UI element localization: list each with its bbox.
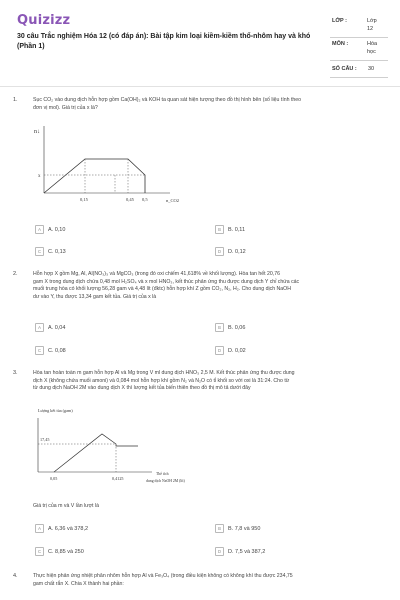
question-3-text <box>33 370 393 393</box>
option-text: A. 0,04 <box>48 324 66 331</box>
question-3-graph <box>32 404 222 496</box>
socau-value: 30 <box>368 66 375 72</box>
question-3-prompt: Giá trị của m và V lần lượt là <box>33 503 99 509</box>
option-letter: A <box>35 323 44 332</box>
option-letter: C <box>35 247 44 256</box>
x-tick-label: 0,4125 <box>112 476 124 481</box>
lop-value-line2: 12 <box>367 26 374 32</box>
x-tick-label: 0,5 <box>142 197 148 202</box>
option-letter: B <box>215 323 224 332</box>
header-separator <box>0 86 400 87</box>
option-text: C. 0,13 <box>48 248 66 255</box>
y-tick-label: x <box>38 174 41 179</box>
worksheet-header <box>0 0 400 84</box>
option-letter: B <box>215 225 224 234</box>
question-text-line: đơn vị mol). Giá trị của x là? <box>33 104 98 111</box>
x-tick-label: 0,15 <box>80 197 88 202</box>
option-text: A. 6,36 và 378,2 <box>48 525 89 532</box>
x-tick-label: 0,45 <box>126 197 134 202</box>
option-text: B. 0,06 <box>228 324 246 331</box>
option-a[interactable] <box>35 323 65 332</box>
question-text-line: gam X trong dung dịch chứa 0,48 mol H₂SO₄ và x mol HNO₃, kết thúc phản ứng thu được dung dịch Y chỉ chứa các <box>33 278 300 285</box>
question-text-line: Hỗn hợp X gồm Mg, Al, Al(NO₃)₃ và MgCO₃ (trong đó oxi chiếm 41,618% về khối lượng). Hòa tan hết 20,76 <box>33 271 280 277</box>
question-number: 4. <box>13 573 18 579</box>
option-letter: D <box>215 247 224 256</box>
question-number: 1. <box>13 97 18 103</box>
option-text: B. 0,11 <box>228 226 246 233</box>
option-letter: B <box>215 524 224 533</box>
option-a[interactable] <box>35 225 65 234</box>
option-c[interactable] <box>35 346 66 355</box>
y-axis-label: Lượng kết tủa (gam) <box>38 408 73 413</box>
worksheet-title: 30 câu Trắc nghiệm Hóa 12 (có đáp án): Bài tập kim loại kiềm-kiềm thổ-nhôm hay và khó (Phần 1) <box>17 33 311 50</box>
option-b[interactable] <box>215 323 245 332</box>
quizizz-logo: Quizizz <box>17 13 71 28</box>
option-letter: A <box>35 225 44 234</box>
option-letter: D <box>215 547 224 556</box>
question-1-text <box>33 97 393 112</box>
option-b[interactable] <box>215 225 245 234</box>
option-letter: D <box>215 346 224 355</box>
question-text-line: dư vào Y, thu được 13,34 gam kết tủa. Giá trị của x là <box>33 293 157 300</box>
option-c[interactable] <box>35 547 84 556</box>
option-text: A. 0,10 <box>48 226 66 233</box>
question-text-line: gam chất rắn X. Chia X thành hai phần: <box>33 580 124 587</box>
question-4-text <box>33 573 393 588</box>
option-text: D. 0,12 <box>228 248 246 255</box>
y-axis-label: n↓ <box>34 129 40 135</box>
question-text-line: muối trung hòa có khối lượng 56,28 gam và 4,48 lít (đktc) hỗn hợp khí Z gồm CO₂, N₂, H₂. Cho dung dịch NaOH <box>33 286 291 293</box>
graph-line <box>44 159 145 193</box>
question-text-line: dịch X (không chứa muối amoni) và 0,084 mol hỗn hợp khí gồm N₂ và N₂O có tỉ khối so với oxi là 31:24. Cho từ <box>33 377 290 384</box>
option-text: C. 0,08 <box>48 347 66 354</box>
question-text-line: Sục CO₂ vào dung dịch hỗn hợp gồm Ca(OH)₂ và KOH ta quan sát hiện tượng theo đồ thị hình bên (số liệu tính theo <box>33 97 302 103</box>
mon-value-line2: học <box>367 49 376 55</box>
x-axis-label: dung dịch NaOH 2M (lít) <box>146 479 185 483</box>
option-d[interactable] <box>215 247 246 256</box>
x-axis-label: n_CO2 <box>166 198 180 203</box>
option-d[interactable] <box>215 547 265 556</box>
option-letter: A <box>35 524 44 533</box>
option-d[interactable] <box>215 346 246 355</box>
option-c[interactable] <box>35 247 66 256</box>
mon-value-line1: Hóa <box>367 41 378 47</box>
option-b[interactable] <box>215 524 260 533</box>
option-text: B. 7,8 và 950 <box>228 525 261 532</box>
divider <box>330 60 388 61</box>
x-tick-label: 0,05 <box>50 476 58 481</box>
lop-label: LỚP : <box>332 18 347 24</box>
option-text: D. 7,5 và 387,2 <box>228 548 266 555</box>
y-tick-label: 17,45 <box>40 437 50 442</box>
question-text-line: từ dung dịch NaOH 2M vào dung dịch X thì lượng kết tủa biến thiên theo đồ thị mô tả dưới đây <box>33 385 251 392</box>
question-text-line: Thực hiện phản ứng nhiệt phân nhôm hỗn hợp Al và Fe₃O₄ (trong điều kiện không có không khí thu được 234,75 <box>33 573 293 579</box>
mon-label: MÔN : <box>332 41 349 47</box>
x-axis-label: Thể tích <box>156 472 169 476</box>
socau-label: SỐ CÂU : <box>332 66 357 72</box>
question-1-graph <box>30 123 190 215</box>
divider <box>330 77 388 78</box>
lop-value-line1: Lớp <box>367 18 377 24</box>
option-letter: C <box>35 547 44 556</box>
question-number: 2. <box>13 271 18 277</box>
question-text-line: Hòa tan hoàn toàn m gam hỗn hợp Al và Mg trong V ml dung dịch HNO₃ 2,5 M. Kết thúc phản ứng thu được dung <box>33 370 295 376</box>
option-text: C. 8,85 và 250 <box>48 548 84 555</box>
question-number: 3. <box>13 370 18 376</box>
graph-line <box>54 434 138 472</box>
option-a[interactable] <box>35 524 88 533</box>
option-text: D. 0,02 <box>228 347 246 354</box>
option-letter: C <box>35 346 44 355</box>
question-2-text <box>33 271 393 301</box>
divider <box>330 37 388 38</box>
